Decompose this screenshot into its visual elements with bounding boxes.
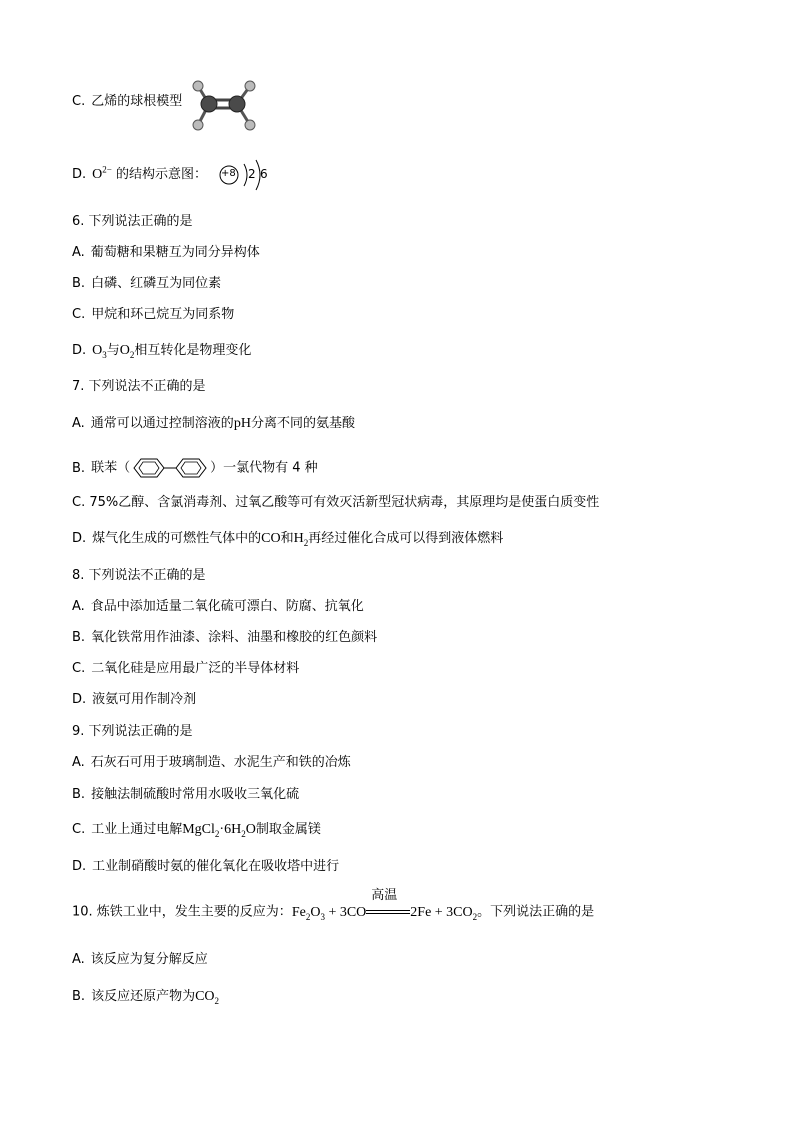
q9-option-c xyxy=(72,821,321,839)
formula-subscript: 3 xyxy=(320,911,325,922)
q9-option-b xyxy=(72,786,299,804)
option-label: A. xyxy=(72,245,85,260)
q7-option-d xyxy=(72,530,503,548)
question-6-stem: 6. 下列说法正确的是 xyxy=(72,214,193,229)
option-label: D. xyxy=(72,167,87,182)
q8-option-b xyxy=(72,629,377,647)
q9-option-a xyxy=(72,754,351,772)
formula-symbol: O xyxy=(245,822,256,837)
nucleus-charge: +8 xyxy=(221,168,236,179)
formula-subscript: 2 xyxy=(214,995,220,1006)
q10-option-b xyxy=(72,988,219,1006)
option-text: ）一氯代物有 4 种 xyxy=(210,460,318,476)
connector-text: 和 xyxy=(280,531,294,546)
q6-option-c xyxy=(72,306,234,324)
formula-subscript: 2 xyxy=(214,828,220,839)
option-text: 该反应为复分解反应 xyxy=(90,952,208,967)
formula-symbol: MgCl xyxy=(182,822,215,837)
formula-symbol: O xyxy=(310,904,321,920)
option-text: 白磷、红磷互为同位素 xyxy=(91,276,222,291)
formula-subscript: 2 xyxy=(241,828,246,839)
option-label: A. xyxy=(72,755,85,770)
option-label: B. xyxy=(72,787,86,802)
option-text: 葡萄糖和果糖互为同分异构体 xyxy=(90,245,260,260)
formula-subscript: 2 xyxy=(129,349,135,360)
q8-option-d xyxy=(72,691,196,709)
option-text: 食品中添加适量二氧化硫可漂白、防腐、抗氧化 xyxy=(90,599,364,614)
option-text: 石灰石可用于玻璃制造、水泥生产和铁的冶炼 xyxy=(90,755,351,770)
ph-symbol: pH xyxy=(233,416,251,431)
connector-text: 与 xyxy=(106,343,120,358)
reaction-arrow xyxy=(366,888,410,921)
option-label: D. xyxy=(72,531,87,546)
formula-subscript: 2 xyxy=(472,911,478,922)
q6-option-d xyxy=(72,342,251,360)
q7-option-a xyxy=(72,415,355,433)
option-text: 相互转化是物理变化 xyxy=(134,343,252,358)
formula-subscript: 2 xyxy=(303,537,309,548)
shell-1-electrons: 2 xyxy=(248,167,256,181)
q6-option-b xyxy=(72,275,221,293)
question-text: 10. 炼铁工业中，发生主要的反应为： xyxy=(72,904,292,920)
question-9-stem: 9. 下列说法正确的是 xyxy=(72,724,193,739)
q8-option-a xyxy=(72,598,364,616)
shell-2-electrons: 6 xyxy=(260,167,268,181)
formula-mgcl2-hydrate xyxy=(182,822,256,837)
option-label: B. xyxy=(72,630,86,645)
option-d-oxide-ion xyxy=(72,166,207,184)
question-text: 。下列说法正确的是 xyxy=(477,904,595,920)
option-text: 二氧化硅是应用最广泛的半导体材料 xyxy=(91,661,300,676)
ethylene-ball-stick-model xyxy=(190,80,262,134)
option-label: A. xyxy=(72,416,85,431)
option-text: 工业制硝酸时氨的催化氧化在吸收塔中进行 xyxy=(92,859,340,874)
ion-symbol xyxy=(92,164,112,182)
question-10-stem xyxy=(72,888,595,922)
option-label: C. xyxy=(72,307,86,322)
reaction-condition: 高温 xyxy=(371,888,398,903)
equation-lhs xyxy=(292,905,366,920)
q6-option-a xyxy=(72,244,260,262)
q8-option-c xyxy=(72,660,299,678)
option-label: B. xyxy=(72,460,86,476)
option-text: 该反应还原产物为 xyxy=(91,989,196,1004)
option-c-ethylene xyxy=(72,93,182,111)
formula-co: CO xyxy=(261,531,281,546)
option-text: 联苯（ xyxy=(91,460,131,476)
q7-option-c: C. 75%乙醇、含氯消毒剂、过氧乙酸等可有效灭活新型冠状病毒，其原理均是使蛋白质变性 xyxy=(72,495,600,510)
q9-option-d xyxy=(72,858,339,876)
q7-option-b xyxy=(72,457,318,479)
option-text: 制取金属镁 xyxy=(255,822,321,837)
formula-symbol: ·6H xyxy=(219,822,242,837)
formula-h2 xyxy=(294,531,309,546)
option-label: B. xyxy=(72,276,86,291)
formula-o2 xyxy=(120,343,135,358)
formula-o3 xyxy=(92,343,107,358)
option-text: 液氨可用作制冷剂 xyxy=(92,692,197,707)
option-text: 再经过催化合成可以得到液体燃料 xyxy=(308,531,504,546)
formula-co2 xyxy=(195,989,219,1004)
formula-symbol: O xyxy=(119,343,130,358)
q10-option-a xyxy=(72,951,208,969)
option-label: A. xyxy=(72,599,85,614)
option-text: 氧化铁常用作油漆、涂料、油墨和橡胶的红色颜料 xyxy=(91,630,378,645)
option-text: 甲烷和环己烷互为同系物 xyxy=(91,307,235,322)
formula-symbol: + 3CO xyxy=(328,904,367,920)
formula-symbol: CO xyxy=(195,989,215,1004)
option-label: C. xyxy=(72,661,86,676)
formula-symbol: 2Fe + 3CO xyxy=(410,904,473,920)
option-text: 煤气化生成的可燃性气体中的 xyxy=(92,531,262,546)
biphenyl-structure xyxy=(130,457,210,479)
option-label: B. xyxy=(72,989,86,1004)
formula-symbol: H xyxy=(293,531,304,546)
option-label: D. xyxy=(72,343,87,358)
option-text: 的结构示意图： xyxy=(116,167,208,182)
formula-subscript: 3 xyxy=(102,349,107,360)
equation-rhs xyxy=(410,905,477,920)
ion-charge: 2− xyxy=(102,164,112,175)
atom-structure-diagram xyxy=(218,158,278,192)
option-text: 工业上通过电解 xyxy=(91,822,183,837)
formula-symbol: Fe xyxy=(291,904,306,920)
option-label: A. xyxy=(72,952,85,967)
option-text: 接触法制硫酸时常用水吸收三氧化硫 xyxy=(91,787,300,802)
option-text: 乙烯的球根模型 xyxy=(91,94,183,109)
ion-base: O xyxy=(92,167,103,182)
option-label: D. xyxy=(72,692,87,707)
question-8-stem: 8. 下列说法不正确的是 xyxy=(72,568,206,583)
formula-subscript: 2 xyxy=(305,911,311,922)
option-label: D. xyxy=(72,859,87,874)
option-text: 通常可以通过控制溶液的 xyxy=(90,416,234,431)
option-text: 分离不同的氨基酸 xyxy=(250,416,355,431)
option-label: C. xyxy=(72,822,86,837)
question-7-stem: 7. 下列说法不正确的是 xyxy=(72,379,206,394)
formula-symbol: O xyxy=(92,343,103,358)
option-label: C. xyxy=(72,94,86,109)
